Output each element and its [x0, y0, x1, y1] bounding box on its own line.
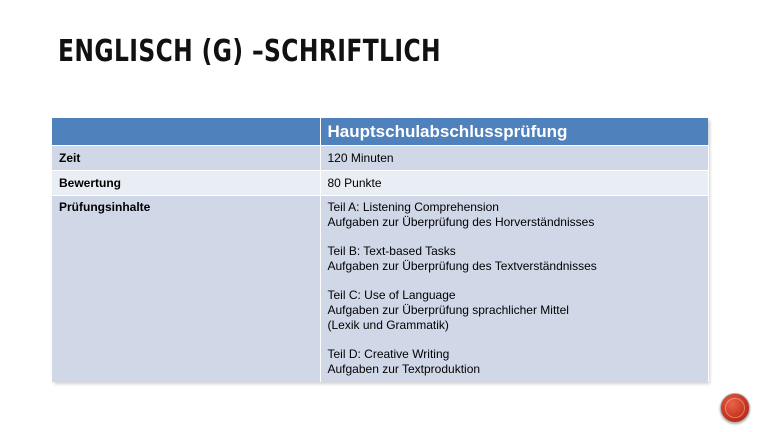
row-label: Bewertung	[52, 171, 320, 196]
part-c	[328, 288, 701, 333]
slide-title: ENGLISCH (G) –SCHRIFTLICH	[58, 34, 442, 69]
part-b	[328, 244, 701, 274]
slide-nav-button[interactable]	[720, 393, 750, 423]
part-b-title: Teil B: Text-based Tasks	[327, 244, 456, 258]
part-d-desc: Aufgaben zur Textproduktion	[327, 362, 481, 376]
table-row-pruefungsinhalte	[52, 196, 708, 383]
part-c-title: Teil C: Use of Language	[327, 288, 456, 302]
table-header-title: Hauptschulabschlussprüfung	[320, 118, 708, 146]
part-c-desc: Aufgaben zur Überprüfung sprachlicher Mittel	[327, 303, 569, 317]
part-a-desc: Aufgaben zur Überprüfung des Horverständnisses	[327, 215, 595, 229]
part-b-desc: Aufgaben zur Überprüfung des Textverständnisses	[327, 259, 597, 273]
table-row-bewertung	[52, 171, 708, 196]
part-d	[328, 347, 701, 377]
part-c-desc-2: (Lexik und Grammatik)	[327, 318, 449, 332]
part-a	[328, 200, 701, 230]
table-header-empty-cell	[52, 118, 320, 146]
part-a-title: Teil A: Listening Comprehension	[327, 200, 499, 214]
row-value: 80 Punkte	[320, 171, 708, 196]
row-label: Prüfungsinhalte	[52, 196, 320, 383]
part-d-title: Teil D: Creative Writing	[327, 347, 450, 361]
table-header-row	[52, 118, 708, 146]
table-row-zeit	[52, 146, 708, 171]
row-value-parts	[320, 196, 708, 383]
exam-table	[52, 118, 708, 382]
row-label: Zeit	[52, 146, 320, 171]
row-value: 120 Minuten	[320, 146, 708, 171]
